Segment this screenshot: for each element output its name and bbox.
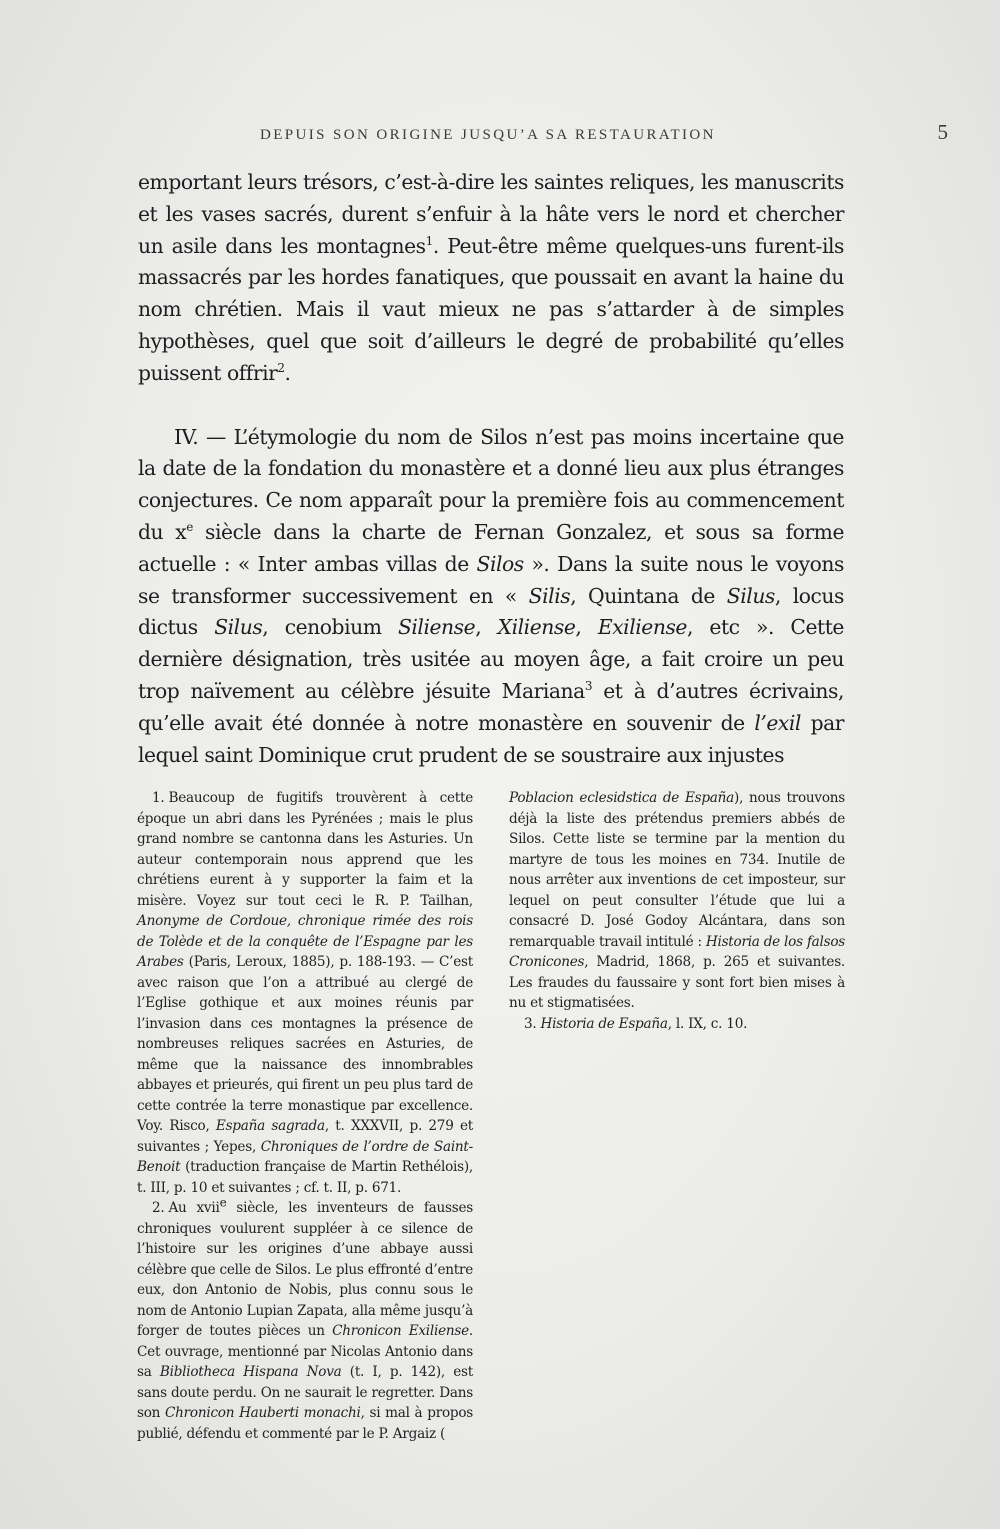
footnote-column-right — [509, 788, 845, 1444]
text-run: , Madrid, 1868, p. 265 et suivantes. Les fraudes du faussaire y sont fort bien mises à nu et stigmatisées. — [509, 954, 845, 1011]
text-run: Beaucoup de fugitifs trouvèrent à cette époque un abri dans les Pyrénées ; mais le plus grand nombre se cantonna dans les Asturies. Un auteur contemporain nous apprend que les chrétiens eurent à y supporter la faim et la misère. Voyez sur tout ceci le R. P. Tailhan, — [137, 790, 473, 909]
running-title: DEPUIS SON ORIGINE JUSQU’A SA RESTAURATION — [260, 127, 716, 143]
italic-run: Siliense — [397, 615, 476, 640]
text-run: ), nous trouvons déjà la liste des prétendus premiers abbés de Silos. Cette liste se termine par la mention du martyre de tous les moines en 734. Inutile de nous arrêter aux inventions de cet imposteur, sur lequel on peut consulter l’étude que lui a consacré D. José Godoy Alcántara, dans son remarquable travail intitulé : — [509, 790, 845, 950]
footnote-number: 1. — [152, 790, 165, 806]
text-run: (t. I, p. 142), est sans doute perdu. On ne saurait le regretter. Dans son — [137, 1364, 473, 1421]
italic-run: Chroniques de l’ordre de Saint-Benoit — [137, 1138, 473, 1175]
running-head — [260, 120, 960, 144]
footnote-ref-1[interactable]: 1 — [425, 233, 433, 248]
italic-run: Exiliense — [597, 615, 687, 640]
footnote-number: 3. — [524, 1015, 537, 1032]
superscript: e — [219, 1195, 227, 1210]
italic-run: Anonyme de Cordoue, chronique rimée des rois de Tolède et de la conquête de l’Espagne par les Arabes — [137, 913, 473, 970]
italic-run: Chronicon Exiliense — [332, 1323, 469, 1339]
text-run: , — [575, 615, 598, 640]
footnote-number: 2. — [152, 1200, 165, 1216]
page-number: 5 — [937, 120, 948, 144]
footnote-ref-3[interactable]: 3 — [584, 679, 593, 694]
footnote-3 — [509, 1014, 845, 1035]
text-run: . Peut-être même quelques-uns furent-ils massacrés par les hordes fanatiques, que poussait en avant la haine du nom chrétien. Mais il vaut mieux ne pas s’attarder à de simples hypothèses, quel que soit d’ailleurs le degré de probabilité qu’elles puissent offrir — [138, 233, 844, 385]
text-run: , cenobium — [262, 615, 398, 640]
text-run: . Cet ouvrage, mentionné par Nicolas Antonio dans sa — [137, 1323, 473, 1380]
italic-run: l’exil — [754, 710, 801, 735]
text-run: ». Dans la suite nous le voyons se transformer successivement en « — [138, 551, 844, 608]
superscript: e — [186, 520, 193, 535]
text-run: , t. XXXVII, p. 279 et suivantes ; Yepes, — [137, 1118, 473, 1155]
text-run: emportant leurs trésors, c’est-à-dire les saintes reliques, les manuscrits et les vases sacrés, durent s’enfuir à la hâte vers le nord et chercher un asile dans les montagnes — [138, 170, 844, 258]
italic-run: Chronicon Hauberti monachi — [165, 1405, 361, 1421]
italic-run: España sagrada — [215, 1118, 325, 1134]
text-run: siècle, les inventeurs de fausses chroniques voulurent suppléer à ce silence de l’histoire sur les origines d’une abbaye aussi célèbre que celle de Silos. Le plus effronté d’entre eux, don Antonio de Nobis, plus connu sous le nom de Antonio Lupian Zapata, alla même jusqu’à forger de toutes pièces un — [137, 1200, 473, 1339]
text-run: , Quintana de — [570, 583, 727, 608]
text-run: IV. — L’étymologie du nom de Silos n’est pas moins incertaine que la date de la fondation du monastère et a donné lieu aux plus étranges conjectures. Ce nom apparaît pour la première fois au commencement du x — [138, 424, 844, 544]
italic-run: Silus — [214, 615, 263, 640]
footnote-2-continued — [509, 788, 845, 1014]
italic-run: Historia de España — [540, 1015, 668, 1032]
text-run: Au xvii — [168, 1200, 220, 1216]
italic-run: Silos — [476, 551, 524, 576]
italic-run: Silus — [726, 583, 775, 608]
text-run: , — [475, 615, 498, 640]
main-text — [138, 167, 844, 771]
italic-run: Bibliotheca Hispana Nova — [159, 1364, 342, 1380]
text-run: , locus dictus — [138, 583, 844, 640]
text-run: , si mal à propos publié, défendu et commenté par le P. Argaiz ( — [137, 1405, 473, 1442]
footnote-column-left — [137, 788, 473, 1444]
text-run: et à d’autres écrivains, qu’elle avait été donnée à notre monastère en souvenir de — [138, 678, 844, 735]
text-run: , l. IX, c. 10. — [667, 1015, 748, 1032]
paragraph-2 — [138, 422, 844, 772]
text-run: siècle dans la charte de Fernan Gonzalez, et sous sa forme actuelle : « Inter ambas villas de — [138, 519, 844, 576]
italic-run: Xiliense — [497, 615, 576, 640]
text-run: . — [284, 360, 291, 385]
footnotes — [137, 788, 845, 1444]
italic-run: Poblacion eclesidstica de España — [509, 790, 735, 806]
footnote-2 — [137, 1195, 473, 1444]
italic-run: Historia de los falsos Cronicones — [509, 933, 845, 970]
italic-run: Silis — [528, 583, 571, 608]
text-run: , etc ». Cette dernière désignation, très usitée au moyen âge, a fait croire un peu trop naïvement au célèbre jésuite Mariana — [138, 615, 844, 703]
paragraph-1 — [138, 167, 844, 390]
footnote-ref-2[interactable]: 2 — [277, 361, 285, 376]
text-run: par lequel saint Dominique crut prudent de se soustraire aux injustes — [138, 710, 845, 767]
text-run: (traduction française de Martin Rethélois), t. III, p. 10 et suivantes ; cf. t. II, p. 671. — [137, 1159, 473, 1196]
text-run: (Paris, Leroux, 1885), p. 188-193. — C’est avec raison que l’on a attribué au clergé de l’Eglise gothique et aux moines réunis par l’invasion dans ces montagnes la présence de nombreuses reliques sacrées en Asturies, de même que la naissance des innombrables abbayes et prieurés, qui firent un peu plus tard de cette contrée la terre monastique par excellence. Voy. Risco, — [137, 954, 473, 1134]
footnote-1 — [137, 788, 473, 1198]
